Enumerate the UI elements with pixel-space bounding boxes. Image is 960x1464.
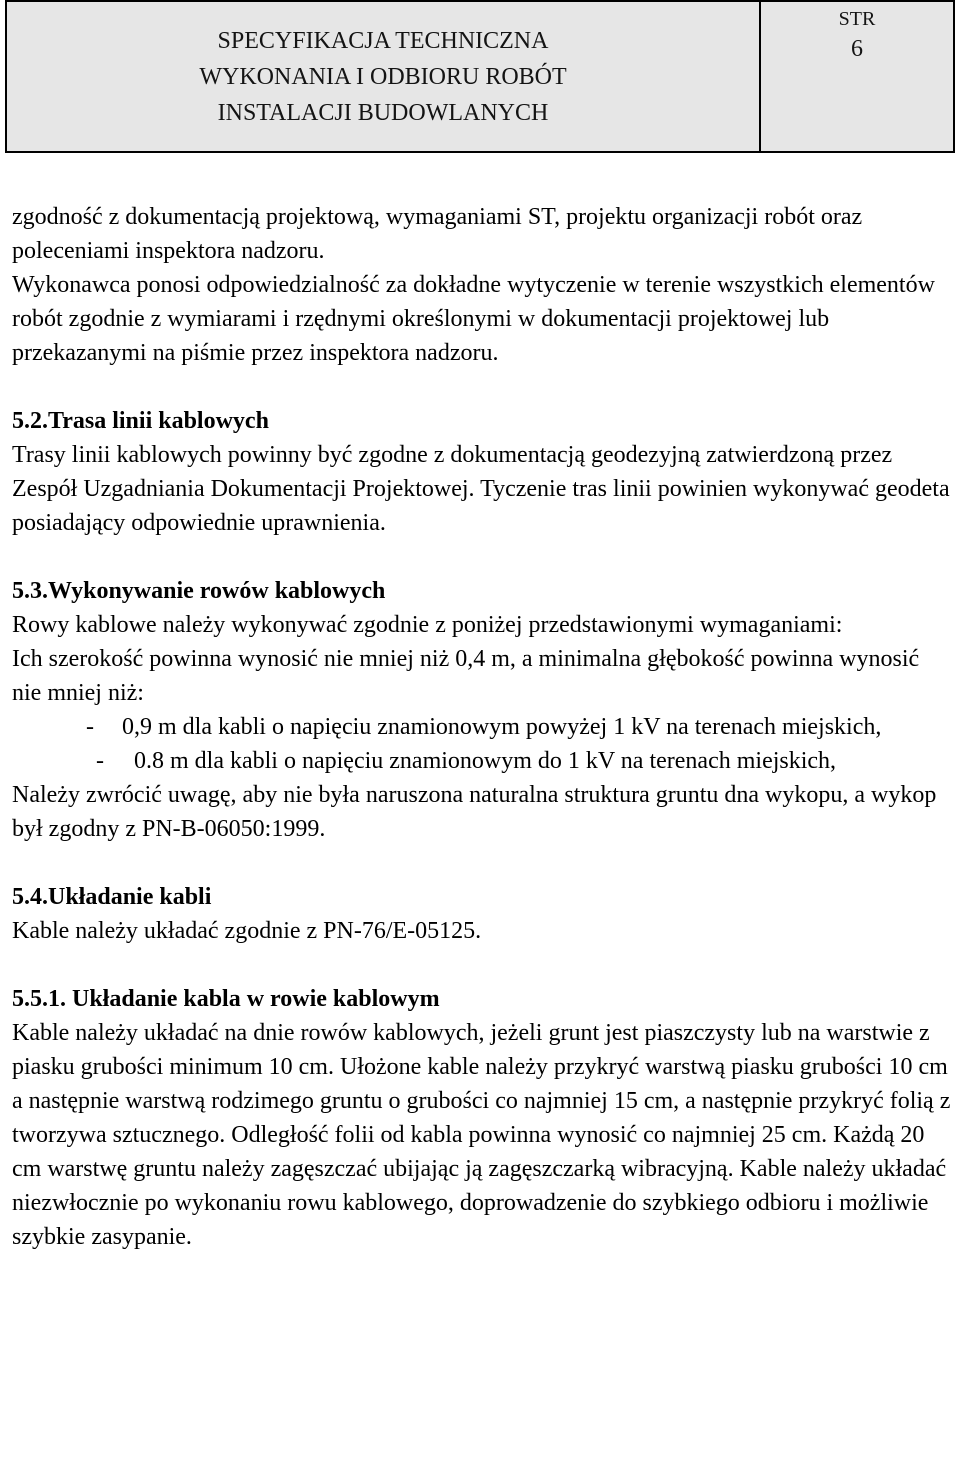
list-item-text: 0.8 m dla kabli o napięciu znamionowym do 1 kV na terenach miejskich, [134, 748, 837, 774]
page-label: STR [838, 8, 876, 30]
paragraph: zgodność z dokumentacją projektową, wymaganiami ST, projektu organizacji robót oraz poleceniami inspektora nadzoru. [12, 204, 863, 264]
title-line-2: WYKONANIA I ODBIORU ROBÓT [199, 63, 567, 90]
section-heading-5-5-1: 5.5.1. Układanie kabla w rowie kablowym [12, 986, 440, 1012]
section-heading-5-4: 5.4.Układanie kabli [12, 884, 212, 910]
page-number-box [761, 2, 953, 151]
section-heading-5-3: 5.3.Wykonywanie rowów kablowych [12, 578, 386, 604]
list-dash: - [96, 748, 104, 774]
paragraph: Kable należy układać na dnie rowów kablowych, jeżeli grunt jest piaszczysty lub na warstwie z piasku grubości minimum 10 cm. Ułożone kable należy przykryć warstwą piasku grubości 10 cm a następnie warstwą rodzimego gruntu o grubości co najmniej 15 cm, a następnie przykryć folią z tworzywa sztucznego. Odległość folii od kabla powinna wynosić co najmniej 25 cm. Każdą 20 cm warstwę gruntu należy zagęszczać ubijając ją zagęszczarką wibracyjną. Kable należy układać niezwłocznie po wykonaniu rowu kablowego, doprowadzenie do szybkiego odbioru i możliwie szybkie zasypanie. [12, 1020, 951, 1250]
section-heading-5-2: 5.2.Trasa linii kablowych [12, 408, 269, 434]
paragraph: Ich szerokość powinna wynosić nie mniej niż 0,4 m, a minimalna głębokość powinna wynosić nie mniej niż: [12, 646, 920, 706]
list-item [12, 744, 952, 778]
list-dash: - [86, 714, 94, 740]
list-item-text: 0,9 m dla kabli o napięciu znamionowym powyżej 1 kV na terenach miejskich, [122, 714, 882, 740]
document-title [7, 2, 761, 151]
title-line-1: SPECYFIKACJA TECHNICZNA [217, 27, 549, 54]
document-body [12, 200, 952, 1254]
page-number: 6 [851, 36, 863, 62]
paragraph: Należy zwrócić uwagę, aby nie była naruszona naturalna struktura gruntu dna wykopu, a wykop był zgodny z PN-B-06050:1999. [12, 782, 937, 842]
paragraph: Kable należy układać zgodnie z PN-76/E-05125. [12, 918, 482, 944]
paragraph: Rowy kablowe należy wykonywać zgodnie z poniżej przedstawionymi wymaganiami: [12, 612, 843, 638]
list-item [12, 710, 952, 744]
title-line-3: INSTALACJI BUDOWLANYCH [217, 99, 549, 126]
paragraph: Trasy linii kablowych powinny być zgodne z dokumentacją geodezyjną zatwierdzoną przez Zespół Uzgadniania Dokumentacji Projektowej. Tyczenie tras linii powinien wykonywać geodeta posiadający odpowiednie uprawnienia. [12, 442, 950, 536]
paragraph: Wykonawca ponosi odpowiedzialność za dokładne wytyczenie w terenie wszystkich elementów robót zgodnie z wymiarami i rzędnymi określonymi w dokumentacji projektowej lub przekazanymi na piśmie przez inspektora nadzoru. [12, 272, 935, 366]
page-header [5, 0, 955, 153]
